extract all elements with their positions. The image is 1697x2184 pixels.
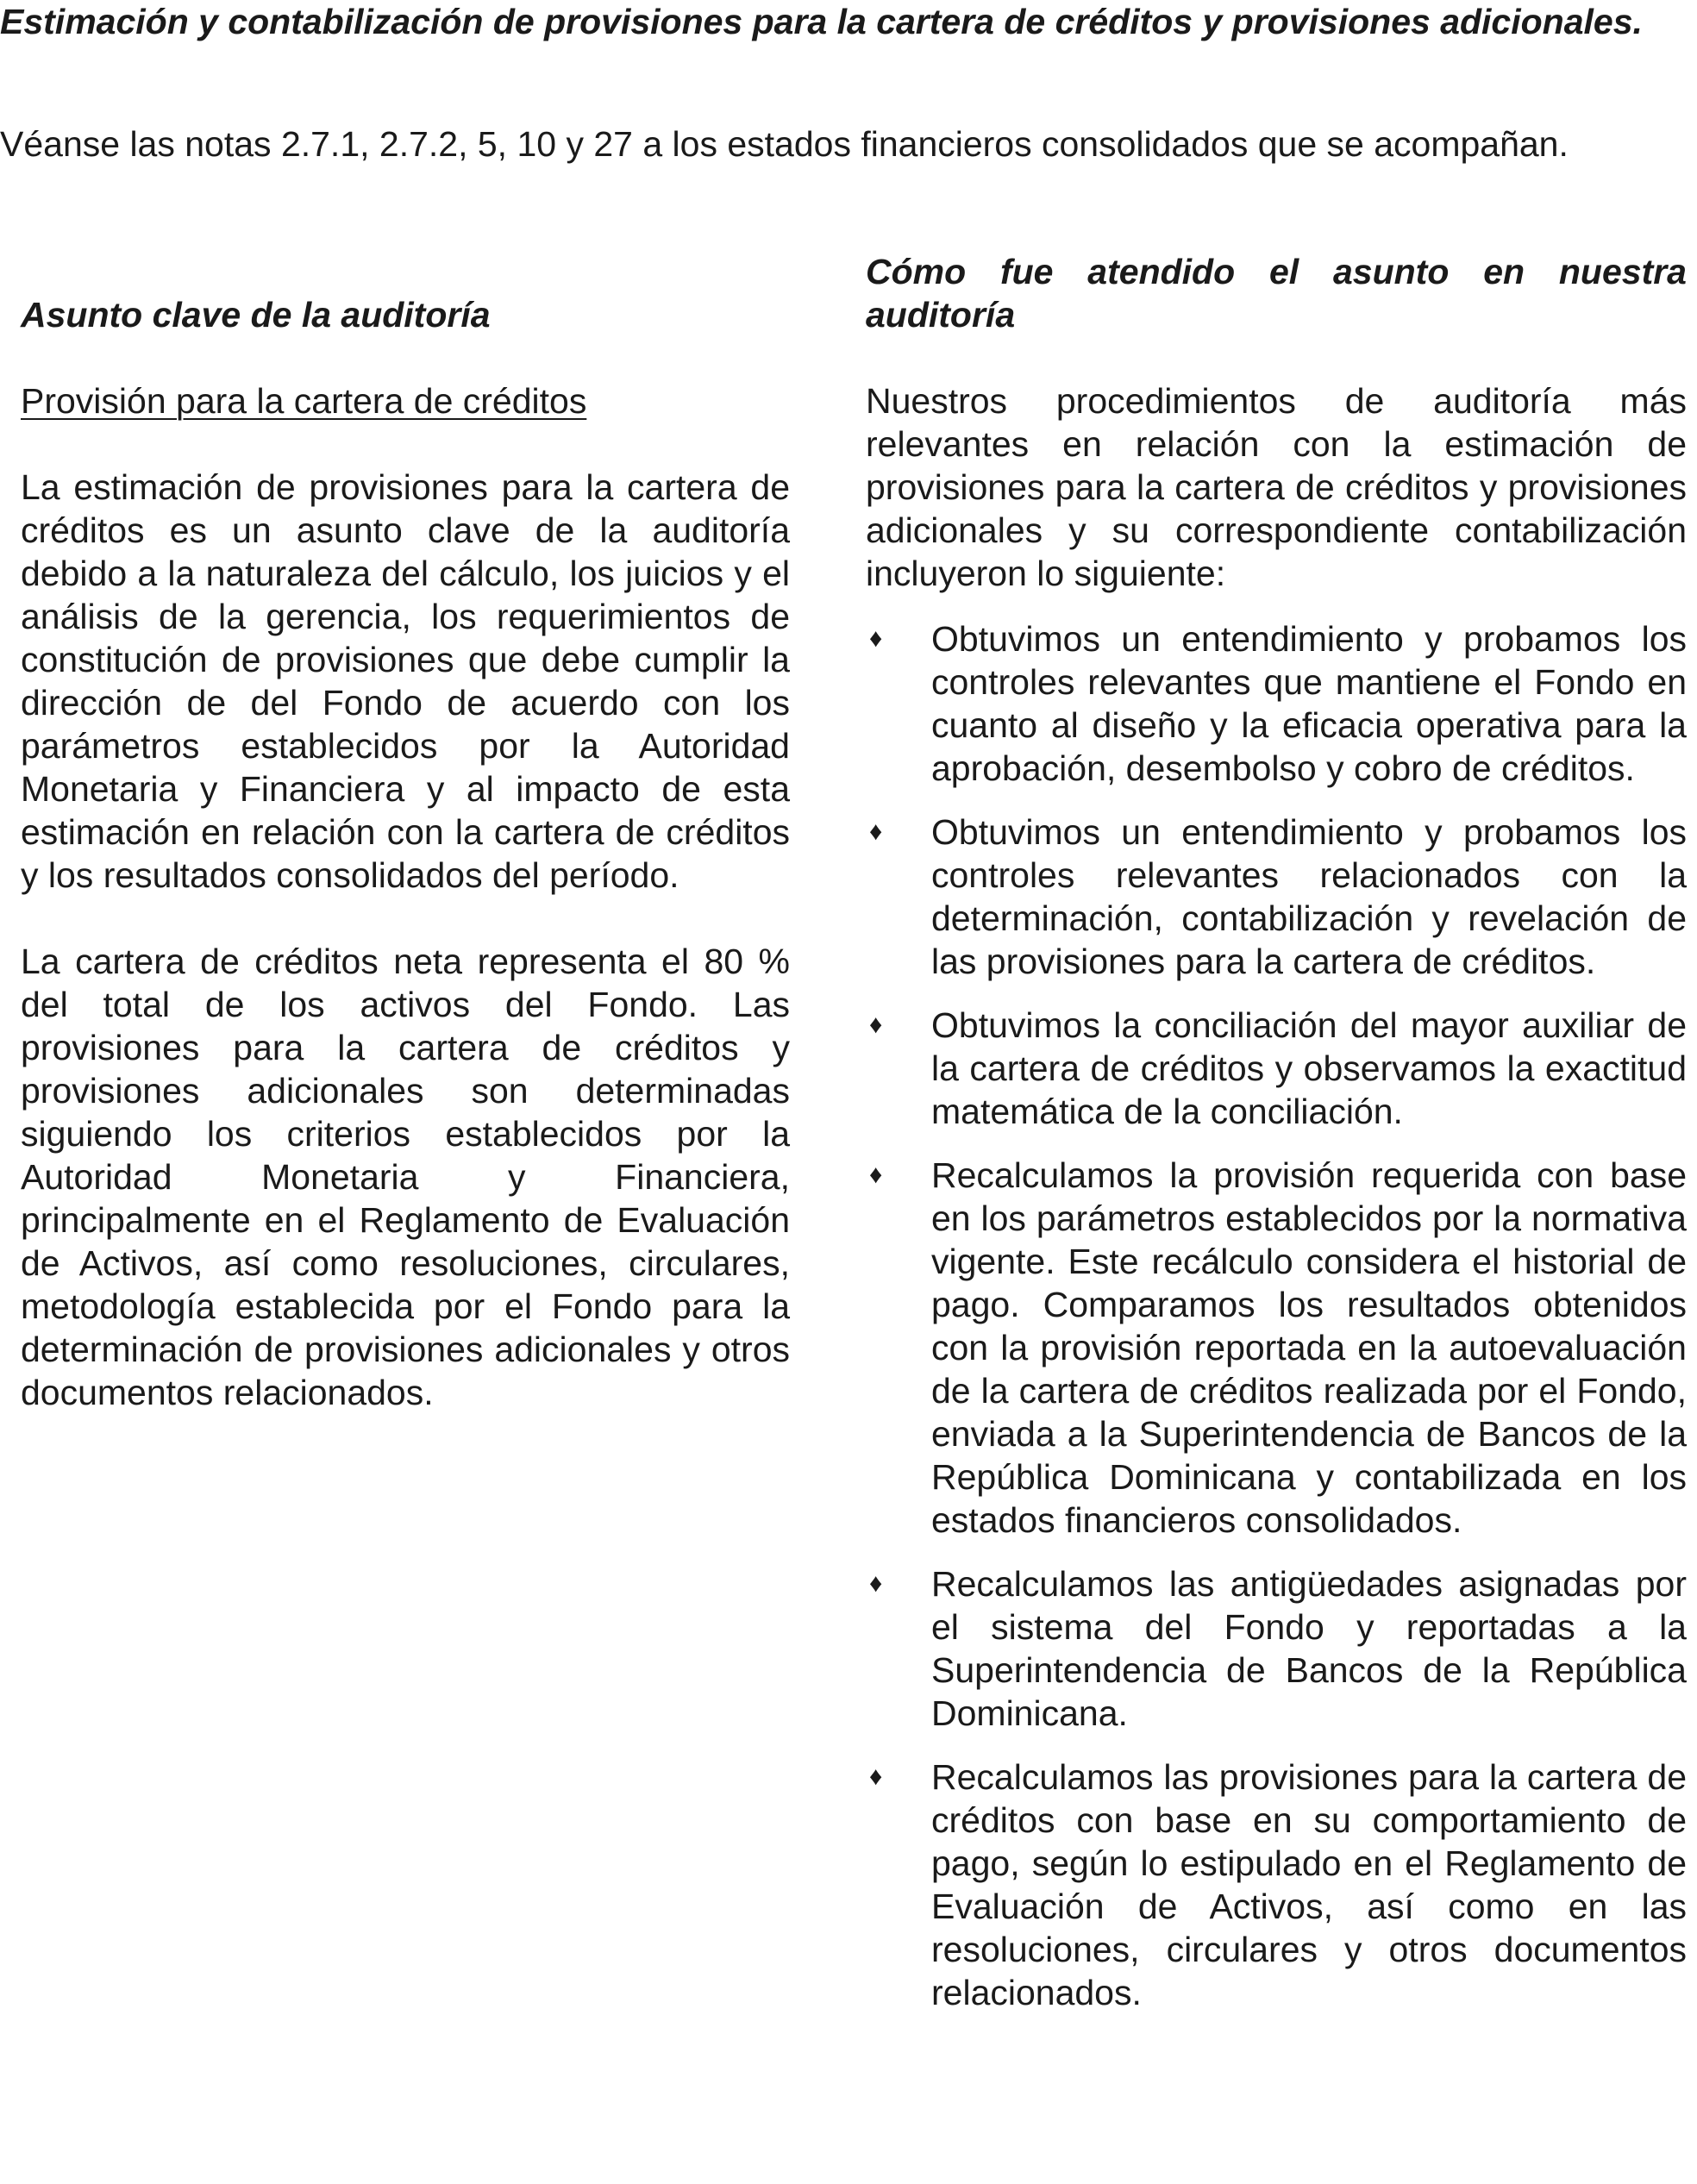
diamond-bullet-icon: ♦ <box>869 817 883 846</box>
diamond-bullet-icon: ♦ <box>869 1569 883 1598</box>
notes-reference: Véanse las notas 2.7.1, 2.7.2, 5, 10 y 27 a los estados financieros consolidados que se acompañan. <box>0 124 1569 164</box>
audit-response-column <box>866 250 1687 2035</box>
procedure-text: Recalculamos las provisiones para la cartera de créditos con base en su comportamiento de pago, según lo estipulado en el Reglamento de Evaluación de Activos, así como en las resoluciones, circulares y otros documentos relacionados. <box>931 1757 1687 2012</box>
key-audit-matter-column <box>21 293 790 1414</box>
list-item <box>866 1562 1687 1735</box>
matter-paragraph-1: La estimación de provisiones para la cartera de créditos es un asunto clave de la auditoría debido a la naturaleza del cálculo, los juicios y el análisis de la gerencia, los requerimientos de constitución de provisiones que debe cumplir la dirección de del Fondo de acuerdo con los parámetros establecidos por la Autoridad Monetaria y Financiera y al impacto de esta estimación en relación con la cartera de créditos y los resultados consolidados del período. <box>21 467 790 895</box>
list-item <box>866 617 1687 790</box>
procedure-text: Obtuvimos un entendimiento y probamos los controles relevantes que mantiene el Fondo en cuanto al diseño y la eficacia operativa para la aprobación, desembolso y cobro de créditos. <box>931 619 1687 788</box>
procedure-text: Obtuvimos la conciliación del mayor auxiliar de la cartera de créditos y observamos la exactitud matemática de la conciliación. <box>931 1005 1687 1131</box>
diamond-bullet-icon: ♦ <box>869 1011 883 1039</box>
procedure-text: Recalculamos las antigüedades asignadas por el sistema del Fondo y reportadas a la Superintendencia de Bancos de la República Dominicana. <box>931 1564 1687 1733</box>
list-item <box>866 1755 1687 2014</box>
list-item <box>866 1154 1687 1542</box>
key-audit-matter-title: Asunto clave de la auditoría <box>21 295 491 335</box>
procedure-text: Obtuvimos un entendimiento y probamos los controles relevantes relacionados con la determinación, contabilización y revelación de las provisiones para la cartera de créditos. <box>931 812 1687 981</box>
audit-response-title: Cómo fue atendido el asunto en nuestra auditoría <box>866 252 1687 335</box>
section-heading: Estimación y contabilización de provisiones para la cartera de créditos y provisiones adicionales. <box>0 2 1643 41</box>
matter-paragraph-2: La cartera de créditos neta representa el 80 % del total de los activos del Fondo. Las provisiones para la cartera de créditos y provisiones adicionales son determinadas siguiendo los criterios establecidos por la Autoridad Monetaria y Financiera, principalmente en el Reglamento de Evaluación de Activos, así como resoluciones, circulares, metodología establecida por el Fondo para la determinación de provisiones adicionales y otros documentos relacionados. <box>21 942 790 1412</box>
matter-subtitle: Provisión para la cartera de créditos <box>21 381 587 421</box>
list-item <box>866 1004 1687 1133</box>
diamond-bullet-icon: ♦ <box>869 1161 883 1189</box>
list-item <box>866 810 1687 983</box>
diamond-bullet-icon: ♦ <box>869 1762 883 1791</box>
procedures-intro: Nuestros procedimientos de auditoría más relevantes en relación con la estimación de provisiones para la cartera de créditos y provisiones adicionales y su correspondiente contabilización incluyeron lo siguiente: <box>866 381 1687 593</box>
diamond-bullet-icon: ♦ <box>869 624 883 653</box>
procedure-text: Recalculamos la provisión requerida con base en los parámetros establecidos por la normativa vigente. Este recálculo considera el historial de pago. Comparamos los resultados obtenidos con la provisión reportada en la autoevaluación de la cartera de créditos realizada por el Fondo, enviada a la Superintendencia de Bancos de la República Dominicana y contabilizada en los estados financieros consolidados. <box>931 1155 1687 1540</box>
procedures-list <box>866 617 1687 2014</box>
